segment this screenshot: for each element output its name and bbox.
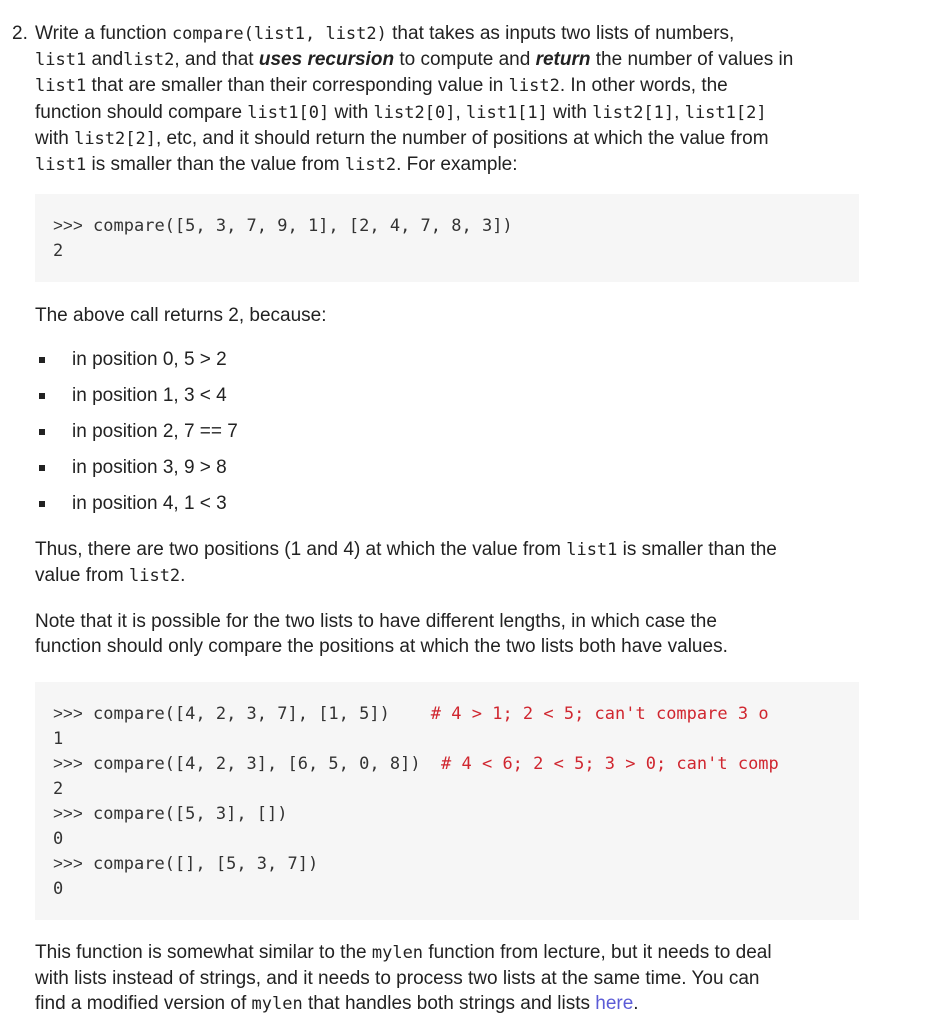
prompt-symbol: >>> bbox=[53, 704, 83, 723]
code-text: 1 bbox=[53, 729, 64, 749]
example-code-block-2 bbox=[35, 682, 859, 920]
code-text: compare([4, 2, 3], [6, 5, 0, 8]) bbox=[82, 754, 442, 774]
code-output-line bbox=[53, 727, 63, 751]
inline-code: list2 bbox=[128, 566, 181, 587]
prompt-symbol: >>> bbox=[53, 754, 83, 773]
text-line bbox=[35, 47, 865, 73]
text-line bbox=[35, 991, 865, 1017]
text-segment: , bbox=[455, 101, 466, 123]
code-comment: # 4 > 1; 2 < 5; can't compare 3 o bbox=[430, 704, 769, 724]
bullet-text: in position 0, 5 > 2 bbox=[72, 349, 227, 370]
text-segment: is smaller than the value from bbox=[86, 154, 345, 176]
bullet-text: in position 1, 3 < 4 bbox=[72, 385, 227, 406]
text-segment: This function is somewhat similar to the bbox=[35, 942, 372, 963]
code-text: 2 bbox=[53, 241, 64, 261]
code-output-line bbox=[53, 827, 63, 851]
text-segment: that takes as inputs two lists of numbers, bbox=[386, 23, 735, 44]
prompt-symbol: >>> bbox=[53, 804, 83, 823]
code-text: compare([], [5, 3, 7]) bbox=[82, 854, 319, 874]
prompt-symbol: >>> bbox=[53, 854, 83, 873]
text-segment: Thus, there are two positions (1 and 4) at which the value from bbox=[35, 539, 567, 560]
inline-code: mylen bbox=[251, 994, 303, 1015]
bullet-icon bbox=[39, 465, 45, 471]
emphasis: return bbox=[535, 49, 591, 71]
text-line bbox=[35, 537, 865, 563]
code-text: 0 bbox=[53, 879, 64, 899]
problem-intro bbox=[35, 21, 865, 178]
inline-code: list2[1] bbox=[592, 102, 675, 123]
text-line bbox=[35, 73, 865, 99]
explanation-intro: The above call returns 2, because: bbox=[35, 305, 327, 326]
position-list-item bbox=[35, 381, 435, 411]
text-segment: function should compare bbox=[35, 101, 248, 123]
code-call-line bbox=[53, 752, 779, 776]
inline-code: list2 bbox=[508, 76, 560, 97]
text-line bbox=[35, 152, 865, 178]
note-paragraph bbox=[35, 609, 865, 659]
text-segment: . bbox=[633, 993, 639, 1015]
inline-code: compare(list1, list2) bbox=[171, 24, 387, 44]
code-comment: # 4 < 6; 2 < 5; 3 > 0; can't comp bbox=[441, 754, 779, 774]
position-list-item bbox=[35, 453, 435, 483]
inline-code: list1 bbox=[35, 155, 87, 176]
text-segment: the number of values in bbox=[590, 49, 794, 71]
text-segment: . In other words, the bbox=[559, 75, 728, 97]
code-call-line bbox=[53, 852, 318, 876]
code-text: compare([5, 3], []) bbox=[82, 804, 288, 824]
text-segment: with bbox=[547, 101, 593, 123]
text-segment: find a modified version of bbox=[35, 993, 252, 1015]
bullet-icon bbox=[39, 429, 45, 435]
inline-code: list2[2] bbox=[74, 128, 156, 149]
text-segment: Write a function bbox=[35, 23, 172, 44]
here-link[interactable]: here bbox=[595, 993, 634, 1015]
inline-code: list1 bbox=[35, 76, 87, 97]
inline-code: mylen bbox=[371, 943, 424, 963]
text-line bbox=[35, 126, 865, 152]
text-segment: , bbox=[674, 101, 685, 123]
text-segment: . bbox=[180, 565, 186, 587]
bullet-icon bbox=[39, 393, 45, 399]
inline-code: list1[1] bbox=[466, 102, 548, 123]
text-segment: with bbox=[329, 101, 374, 123]
bullet-text: in position 3, 9 > 8 bbox=[72, 457, 227, 478]
text-line bbox=[35, 21, 865, 47]
text-segment: is smaller than the bbox=[617, 539, 777, 560]
emphasis: uses recursion bbox=[258, 49, 395, 71]
inline-code: list1[2] bbox=[684, 102, 767, 123]
text-line: function should only compare the positions at which the two lists both have values. bbox=[35, 636, 728, 658]
text-line bbox=[35, 966, 865, 991]
text-segment: value from bbox=[35, 565, 129, 587]
inline-code: list1 bbox=[35, 50, 87, 71]
text-segment: . For example: bbox=[396, 154, 518, 176]
position-list-item bbox=[35, 345, 435, 375]
position-list-item bbox=[35, 489, 435, 519]
text-line bbox=[35, 940, 865, 966]
inline-code: list1 bbox=[566, 540, 618, 560]
code-text: compare([5, 3, 7, 9, 1], [2, 4, 7, 8, 3]) bbox=[82, 216, 513, 236]
text-line: Note that it is possible for the two lists to have different lengths, in which case the bbox=[35, 611, 717, 632]
code-output-line bbox=[53, 239, 63, 263]
text-segment: and bbox=[86, 49, 124, 71]
code-text: compare([4, 2, 3, 7], [1, 5]) bbox=[82, 704, 431, 724]
prompt-symbol: >>> bbox=[53, 216, 83, 235]
text-segment: to compute and bbox=[394, 49, 536, 71]
text-line bbox=[35, 100, 865, 126]
bullet-text: in position 2, 7 == 7 bbox=[72, 421, 238, 442]
bullet-text: in position 4, 1 < 3 bbox=[72, 493, 227, 514]
inline-code: list2 bbox=[123, 50, 175, 71]
inline-code: list1[0] bbox=[247, 102, 330, 123]
position-list-item bbox=[35, 417, 435, 447]
code-output-line bbox=[53, 877, 63, 901]
text-segment: , etc, and it should return the number of positions at which the value from bbox=[155, 127, 769, 149]
text-segment: that are smaller than their corresponding value in bbox=[86, 75, 509, 97]
inline-code: list2 bbox=[344, 155, 397, 176]
text-segment: function from lecture, but it needs to deal bbox=[423, 942, 772, 963]
code-text: 0 bbox=[53, 829, 64, 849]
text-segment: with lists instead of strings, and it needs to process two lists at the same time. You can bbox=[35, 968, 760, 990]
code-text: 2 bbox=[53, 779, 64, 799]
code-call-line bbox=[53, 802, 288, 826]
code-call-line bbox=[53, 702, 769, 726]
bullet-icon bbox=[39, 501, 45, 507]
code-call-line bbox=[53, 214, 513, 238]
problem-number: 2. bbox=[12, 23, 28, 44]
code-output-line bbox=[53, 777, 63, 801]
text-segment: , and that bbox=[174, 49, 259, 71]
bullet-icon bbox=[39, 357, 45, 363]
text-line bbox=[35, 563, 865, 589]
thus-paragraph bbox=[35, 537, 865, 589]
text-segment: that handles both strings and lists bbox=[302, 993, 596, 1015]
example-code-block-1 bbox=[35, 194, 859, 282]
inline-code: list2[0] bbox=[373, 102, 456, 123]
closing-paragraph bbox=[35, 940, 865, 1018]
text-segment: with bbox=[35, 127, 75, 149]
